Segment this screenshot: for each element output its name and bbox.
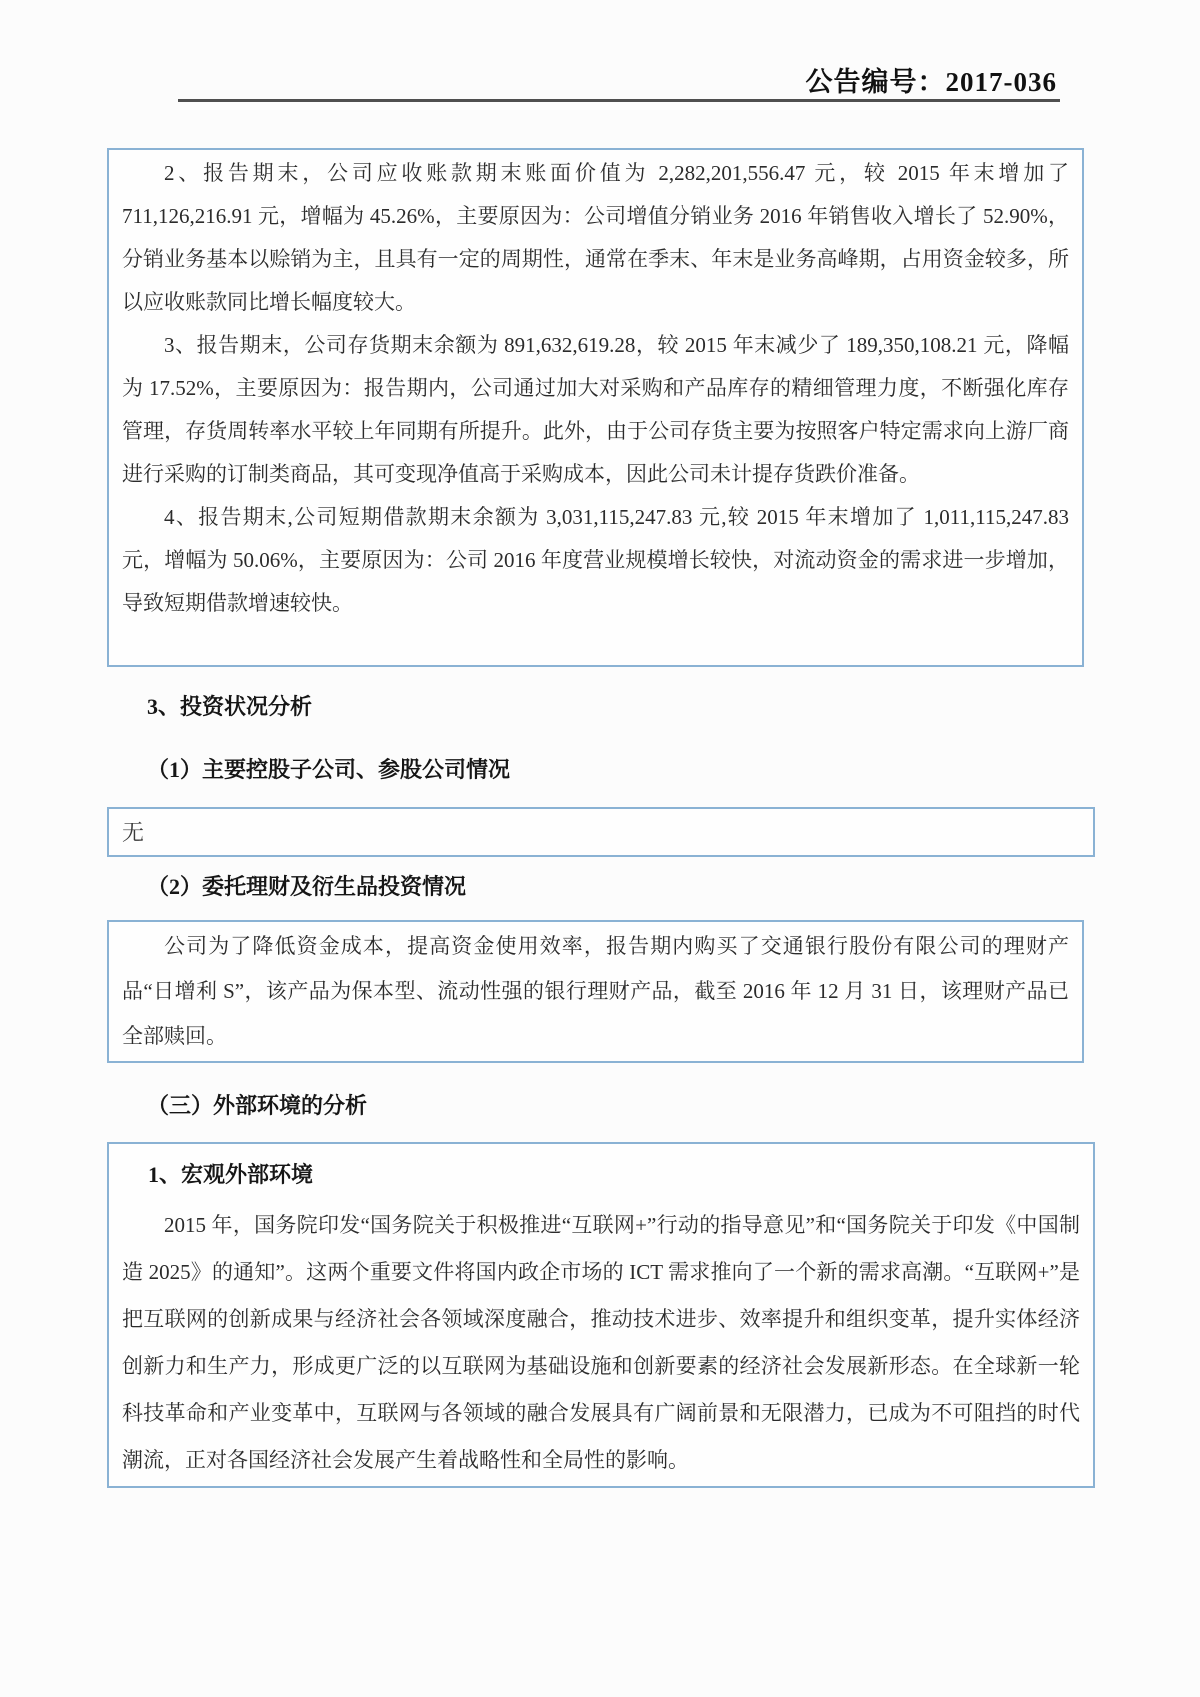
subsidiaries-heading: （1）主要控股子公司、参股公司情况 [147, 757, 511, 782]
macro-environment-heading: 1、宏观外部环境 [148, 1162, 314, 1187]
wealth-management-paragraph: 公司为了降低资金成本，提高资金使用效率，报告期内购买了交通银行股份有限公司的理财产品“日增利 S”，该产品为保本型、流动性强的银行理财产品，截至 2016 年 12 月 31 日，该理财产品已全部赎回。 [122, 934, 1069, 1048]
borrowings-paragraph: 4、报告期末,公司短期借款期末余额为 3,031,115,247.83 元,较 2015 年末增加了 1,011,115,247.83 元，增幅为 50.06%，主要原因为：公司 2016 年度营业规模增长较快，对流动资金的需求进一步增加，导致短期借款增速较快。 [122, 505, 1069, 615]
inventory-paragraph: 3、报告期末，公司存货期末余额为 891,632,619.28，较 2015 年末减少了 189,350,108.21 元，降幅为 17.52%，主要原因为：报告期内，公司通过加大对采购和产品库存的精细管理力度，不断强化库存管理，存货周转率水平较上年同期有所提升。此外，由于公司存货主要为按照客户特定需求向上游厂商进行采购的订制类商品，其可变现净值高于采购成本，因此公司未计提存货跌价准备。 [122, 333, 1069, 486]
announcement-number: 公告编号：2017-036 [805, 67, 1057, 97]
liquidity-analysis-box [107, 148, 1084, 667]
wealth-management-heading: （2）委托理财及衍生品投资情况 [147, 874, 467, 899]
external-environment-heading: （三）外部环境的分析 [147, 1093, 368, 1118]
receivables-paragraph: 2、报告期末，公司应收账款期末账面价值为 2,282,201,556.47 元，较 2015 年末增加了 711,126,216.91 元，增幅为 45.26%，主要原因为：公司增值分销业务 2016 年销售收入增长了 52.90%，分销业务基本以赊销为主，且具有一定的周期性，通常在季末、年末是业务高峰期，占用资金较多，所以应收账款同比增长幅度较大。 [122, 161, 1069, 314]
subsidiaries-none-text: 无 [122, 820, 145, 845]
header-divider [178, 99, 1060, 102]
investment-analysis-heading: 3、投资状况分析 [147, 694, 313, 719]
wealth-management-box [107, 920, 1084, 1063]
subsidiaries-content-box [107, 807, 1095, 857]
macro-environment-paragraph: 2015 年，国务院印发“国务院关于积极推进“互联网+”行动的指导意见”和“国务院关于印发《中国制造 2025》的通知”。这两个重要文件将国内政企市场的 ICT 需求推向了一个新的需求高潮。“互联网+”是把互联网的创新成果与经济社会各领域深度融合，推动技术进步、效率提升和组织变革，提升实体经济创新力和生产力，形成更广泛的以互联网为基础设施和创新要素的经济社会发展新形态。在全球新一轮科技革命和产业变革中，互联网与各领域的融合发展具有广阔前景和无限潜力，已成为不可阻挡的时代潮流，正对各国经济社会发展产生着战略性和全局性的影响。 [122, 1213, 1080, 1472]
external-environment-box [107, 1142, 1095, 1488]
